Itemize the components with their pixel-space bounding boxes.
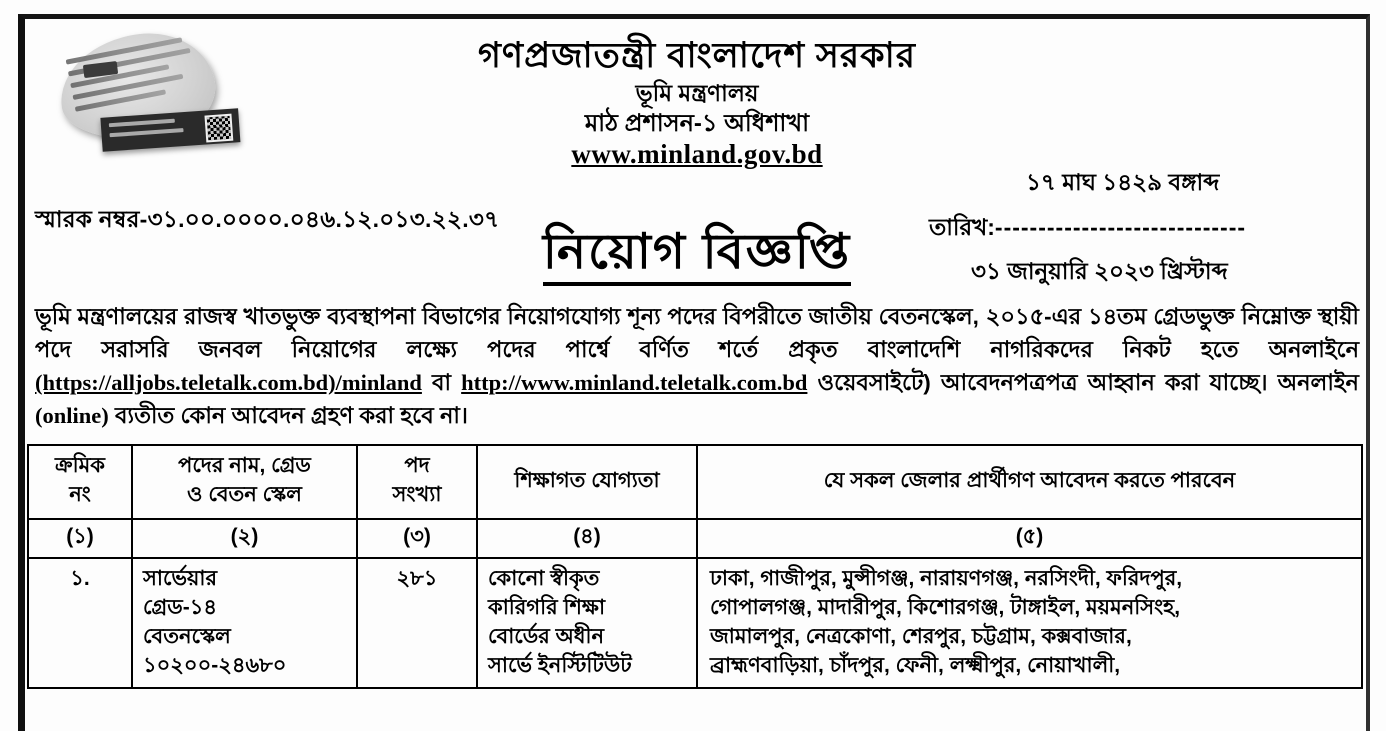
header-education: শিক্ষাগত যোগ্যতা [477,445,697,519]
qr-code-icon [204,114,233,143]
letterhead [27,20,1367,170]
notice-body-paragraph [35,300,1359,432]
column-number-3: (৩) [357,519,477,558]
minland-teletalk-link[interactable]: http://www.minland.teletalk.com.bd [461,370,808,396]
column-number-2: (২) [132,519,357,558]
row-serial: ১. [28,558,132,688]
document-sheet [27,20,1367,728]
memo-and-date-row [27,169,1367,284]
government-title: গণপ্রজাতন্ত্রী বাংলাদেশ সরকার [477,36,917,75]
header-serial: ক্রমিক নং [28,445,132,519]
branch-name: মাঠ প্রশাসন-১ অধিশাখা [584,109,810,137]
ministry-website-link[interactable]: www.minland.gov.bd [571,139,823,170]
header-vacancy-count: পদ সংখ্যা [357,445,477,519]
government-seal-logo [43,17,243,174]
row-vacancy-count: ২৮১ [357,558,477,688]
date-field-row [821,209,1351,248]
table-header-row [28,445,1362,519]
header-eligible-districts: যে সকল জেলার প্রার্থীগণ আবেদন করতে পারবেন [697,445,1362,519]
date-label: তারিখ: [929,214,995,240]
alljobs-application-link[interactable]: (https://alljobs.teletalk.com.bd)/minland [35,370,422,396]
date-dashes: ----------------------------- [994,214,1247,240]
table-column-number-row [28,519,1362,558]
notice-title: নিয়োগ বিজ্ঞপ্তি [543,226,851,286]
body-text-part-1: ভূমি মন্ত্রণালয়ের রাজস্ব খাতভুক্ত ব্যবস্থাপনা বিভাগের নিয়োগযোগ্য শূন্য পদের বিপরীতে জাতীয় বেতনস্কেল, ২০১৫-এর ১৪তম গ্রেডভুক্ত নিম্নোক্ত স্থায়ী পদে সরাসরি জনবল নিয়োগের লক্ষ্যে পদের পার্শ্বে বর্ণিত শর্তে প্রকৃত বাংলাদেশি নাগরিকদের নিকট হতে অনলাইনে [35,303,1359,362]
ministry-name: ভূমি মন্ত্রণালয় [635,80,759,107]
bangla-date: ১৭ মাঘ ১৪২৯ বঙ্গাব্দ [1026,169,1220,195]
column-number-5: (৫) [697,519,1362,558]
body-text-part-3: ওয়েবসাইটে) আবেদনপত্রপত্র আহ্বান করা যাচ্ছে। অনলাইন [807,370,1359,396]
vacancy-table [27,444,1363,689]
row-education-qualification: কোনো স্বীকৃত কারিগরি শিক্ষা বোর্ডের অধীন সার্ভে ইনস্টিটিউট [477,558,697,688]
column-number-4: (৪) [477,519,697,558]
row-post-details: সার্ভেয়ার গ্রেড-১৪ বেতনস্কেল ১০২০০-২৪৬৮০ [132,558,357,688]
body-text-part-4: ব্যতীত কোন আবেদন গ্রহণ করা হবে না। [108,403,468,429]
body-text-part-2: বা [421,370,462,396]
row-eligible-districts: ঢাকা, গাজীপুর, মুন্সীগঞ্জ, নারায়ণগঞ্জ, নরসিংদী, ফরিদপুর, গোপালগঞ্জ, মাদারীপুর, কিশোরগঞ্জ, টাঙ্গাইল, ময়মনসিংহ, জামালপুর, নেত্রকোণা, শেরপুর, চট্টগ্রাম, কক্সবাজার, ব্রাহ্মণবাড়িয়া, চাঁদপুর, ফেনী, লক্ষ্মীপুর, নোয়াখালী, [697,558,1362,688]
column-number-1: (১) [28,519,132,558]
header-post-grade-scale: পদের নাম, গ্রেড ও বেতন স্কেল [132,445,357,519]
table-row [28,558,1362,688]
memo-number: স্মারক নম্বর-৩১.০০.০০০০.০৪৬.১২.০১৩.২২.৩৭ [35,206,500,232]
online-keyword: (online) [35,403,109,429]
english-date: ৩১ জানুয়ারি ২০২৩ খ্রিস্টাব্দ [971,258,1228,284]
date-block [821,164,1351,292]
